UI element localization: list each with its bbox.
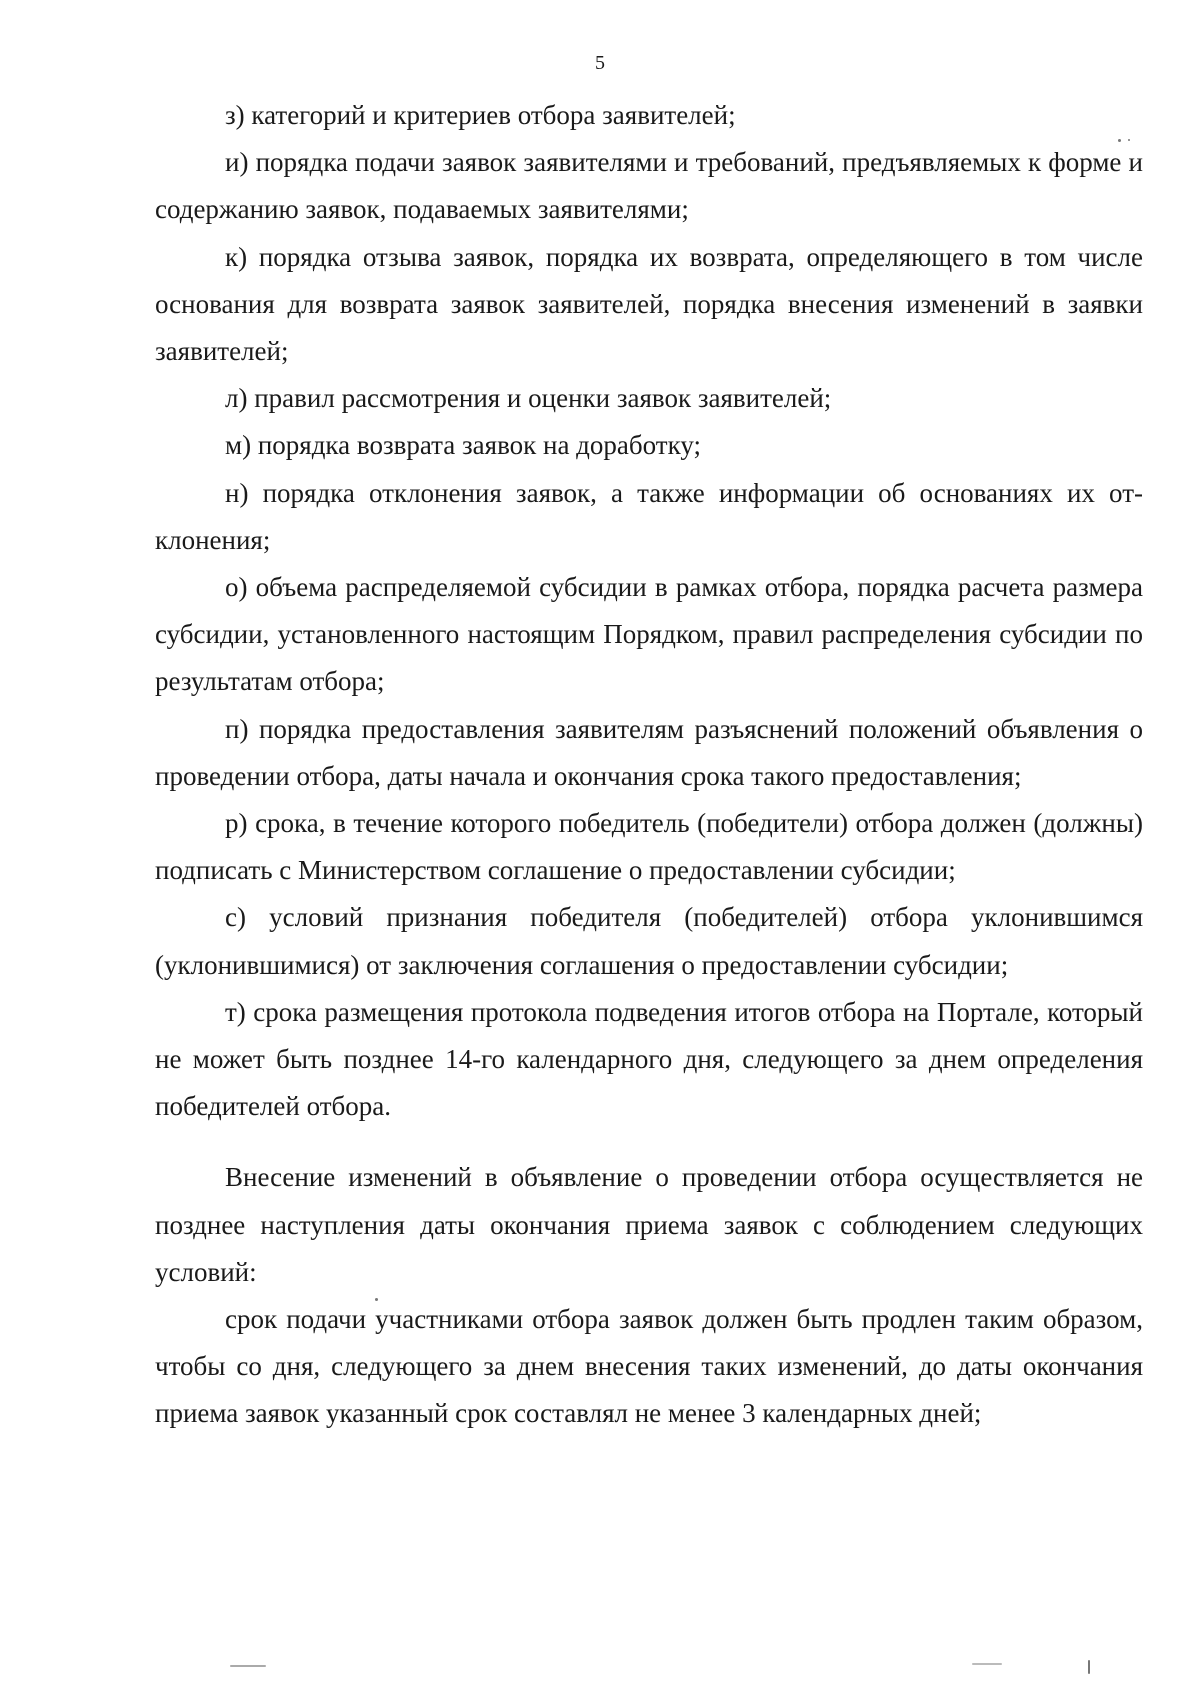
scan-speck xyxy=(375,1298,378,1301)
scan-speck xyxy=(1118,139,1121,142)
page-number: 5 xyxy=(595,52,605,74)
paragraph-amendments: Внесение изменений в объявление о проведении отбора осуществляется не позднее наступления даты окончания приема заявок с соблюдением следующих условий: xyxy=(155,1162,1143,1287)
paragraph-m: м) порядка возврата заявок на доработку; xyxy=(225,430,701,461)
paragraph-gap xyxy=(155,1130,1143,1154)
paragraph-o: о) объема распределяемой субсидии в рамках отбора, порядка расчета размера субсидии, установленного настоящим Порядком, правил распределения субсидии по результатам отбора; xyxy=(155,572,1143,697)
paragraph-n: н) порядка отклонения заявок, а также информации об основаниях их отклонения; xyxy=(155,477,1143,555)
paragraph-p: п) порядка предоставления заявителям разъяснений положений объявления о проведении отбора, даты начала и окончания срока такого предоставления; xyxy=(155,713,1143,791)
paragraph-z: з) категорий и критериев отбора заявителей; xyxy=(225,100,736,130)
scan-speck xyxy=(1088,1660,1090,1674)
paragraph-i: и) порядка подачи заявок заявителями и требований, предъявляемых к форме и содержанию заявок, подаваемых заявителями; xyxy=(155,147,1143,225)
paragraph-k: к) порядка отзыва заявок, порядка их возврата, определяющего в том числе основания для возврата заявок заявителей, порядка внесения изменений в заявки заявителей; xyxy=(155,241,1143,367)
scan-speck xyxy=(972,1663,1002,1665)
scan-speck xyxy=(230,1665,266,1667)
paragraph-l: л) правил рассмотрения и оценки заявок заявителей; xyxy=(225,383,832,414)
paragraph-t: т) срока размещения протокола подведения итогов отбора на Портале, который не может быть позднее 14-го календарного дня, следующего за днем определения победителей отбора. xyxy=(155,996,1143,1122)
paragraph-s: с) условий признания победителя (победителей) отбора уклонившимся (уклонившимися) от заключения соглашения о предоставлении субсидии; xyxy=(155,902,1143,980)
paragraph-deadline: срок подачи участниками отбора заявок должен быть продлен таким образом, чтобы со дня, следующего за днем внесения таких изменений, до даты окончания приема заявок указанный срок составлял не менее 3 календарных дней; xyxy=(155,1304,1143,1429)
scan-speck xyxy=(1128,139,1130,141)
paragraph-r: р) срока, в течение которого победитель (победители) отбора должен (должны) подписать с Министерством соглашение о предоставлении субсидии; xyxy=(155,808,1143,886)
document-body xyxy=(155,92,1143,1438)
